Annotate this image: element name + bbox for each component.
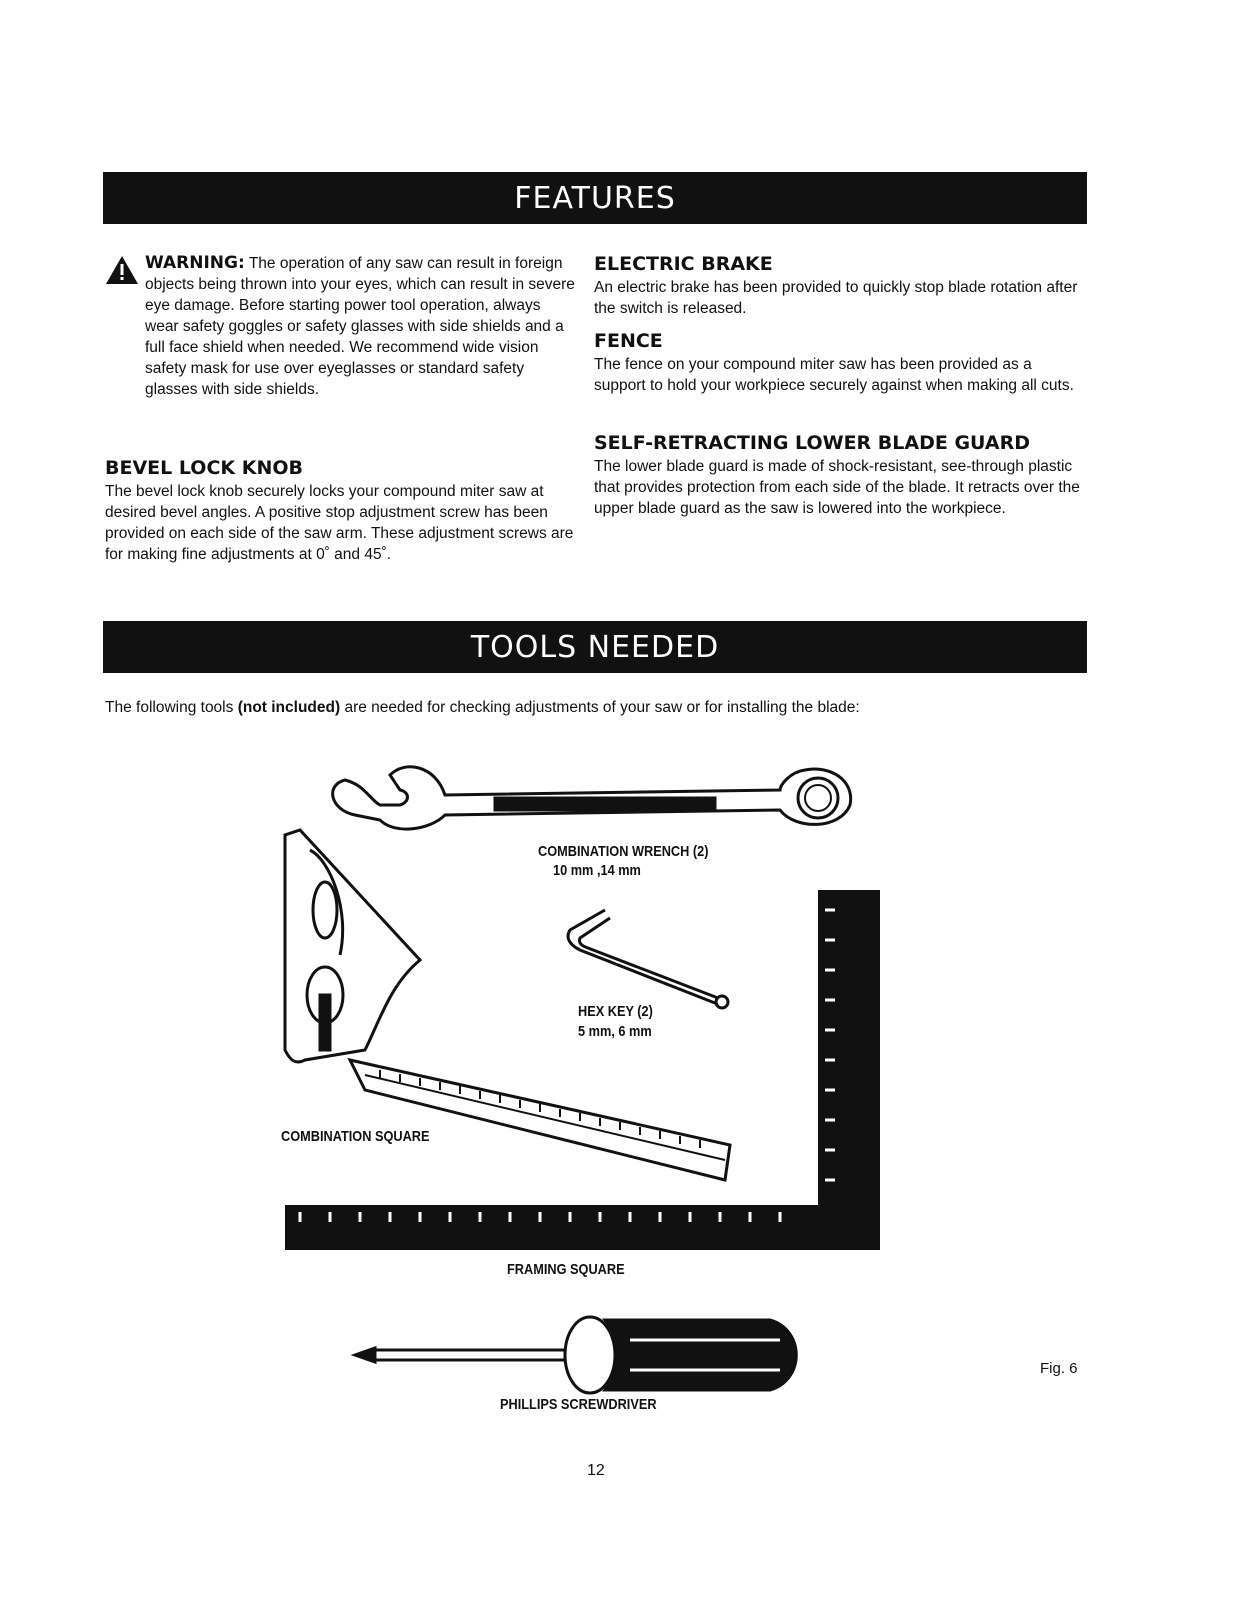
electric-brake-heading: ELECTRIC BRAKE [594, 253, 773, 275]
tools-intro-bold: (not included) [237, 699, 341, 716]
page-number: 12 [587, 1462, 605, 1479]
bevel-lock-knob-section [105, 457, 575, 565]
hex-key-name-label: HEX KEY (2) [578, 1003, 653, 1020]
figure-label: Fig. 6 [1040, 1360, 1078, 1377]
warning-body: The operation of any saw can result in foreign objects being thrown into your eyes, which can result in severe eye damage. Before starting power tool operation, always wear safety goggles or safety glasses with side shields and a full face shield when needed. We recommend wide vision safety mask for use over eyeglasses or standard safety glasses with side shields. [145, 255, 575, 398]
phillips-screwdriver-icon [355, 1317, 796, 1393]
fence-heading: FENCE [594, 330, 663, 352]
tools-needed-banner [103, 621, 1087, 673]
combination-square-label: COMBINATION SQUARE [281, 1128, 430, 1145]
features-banner [103, 172, 1087, 224]
hex-key-sizes-label: 5 mm, 6 mm [578, 1023, 652, 1040]
lower-blade-guard-section [594, 432, 1084, 519]
tools-intro [105, 697, 1105, 718]
lower-blade-guard-text: The lower blade guard is made of shock-resistant, see-through plastic that provides protection from each side of the blade. It retracts over the upper blade guard as the saw is lowered into the workpiece. [594, 458, 1080, 517]
phillips-screwdriver-label: PHILLIPS SCREWDRIVER [500, 1396, 657, 1413]
features-title: FEATURES [514, 181, 676, 216]
wrench-sizes-label: 10 mm ,14 mm [553, 862, 641, 879]
tools-intro-after: are needed for checking adjustments of your saw or for installing the blade: [340, 699, 860, 716]
framing-square-label: FRAMING SQUARE [507, 1261, 625, 1278]
fence-text: The fence on your compound miter saw has been provided as a support to hold your workpiece securely against when making all cuts. [594, 356, 1074, 394]
wrench-name-label: COMBINATION WRENCH (2) [538, 843, 709, 860]
warning-triangle-icon [105, 255, 139, 285]
tools-intro-before: The following tools [105, 699, 238, 716]
fence-section [594, 330, 1084, 396]
electric-brake-text: An electric brake has been provided to quickly stop blade rotation after the switch is released. [594, 279, 1078, 317]
bevel-lock-knob-text: The bevel lock knob securely locks your compound miter saw at desired bevel angles. A positive stop adjustment screw has been provided on each side of the saw arm. These adjustment screws are for making fine adjustments at 0˚ and 45˚. [105, 483, 574, 563]
warning-block [105, 253, 575, 400]
warning-text [145, 253, 575, 400]
tools-needed-title: TOOLS NEEDED [470, 630, 720, 665]
warning-label: WARNING: [145, 253, 245, 273]
hex-key-icon [568, 910, 728, 1008]
electric-brake-section [594, 253, 1084, 319]
bevel-lock-knob-heading: BEVEL LOCK KNOB [105, 457, 303, 479]
combination-wrench-icon [333, 767, 851, 829]
lower-blade-guard-heading: SELF-RETRACTING LOWER BLADE GUARD [594, 432, 1031, 454]
